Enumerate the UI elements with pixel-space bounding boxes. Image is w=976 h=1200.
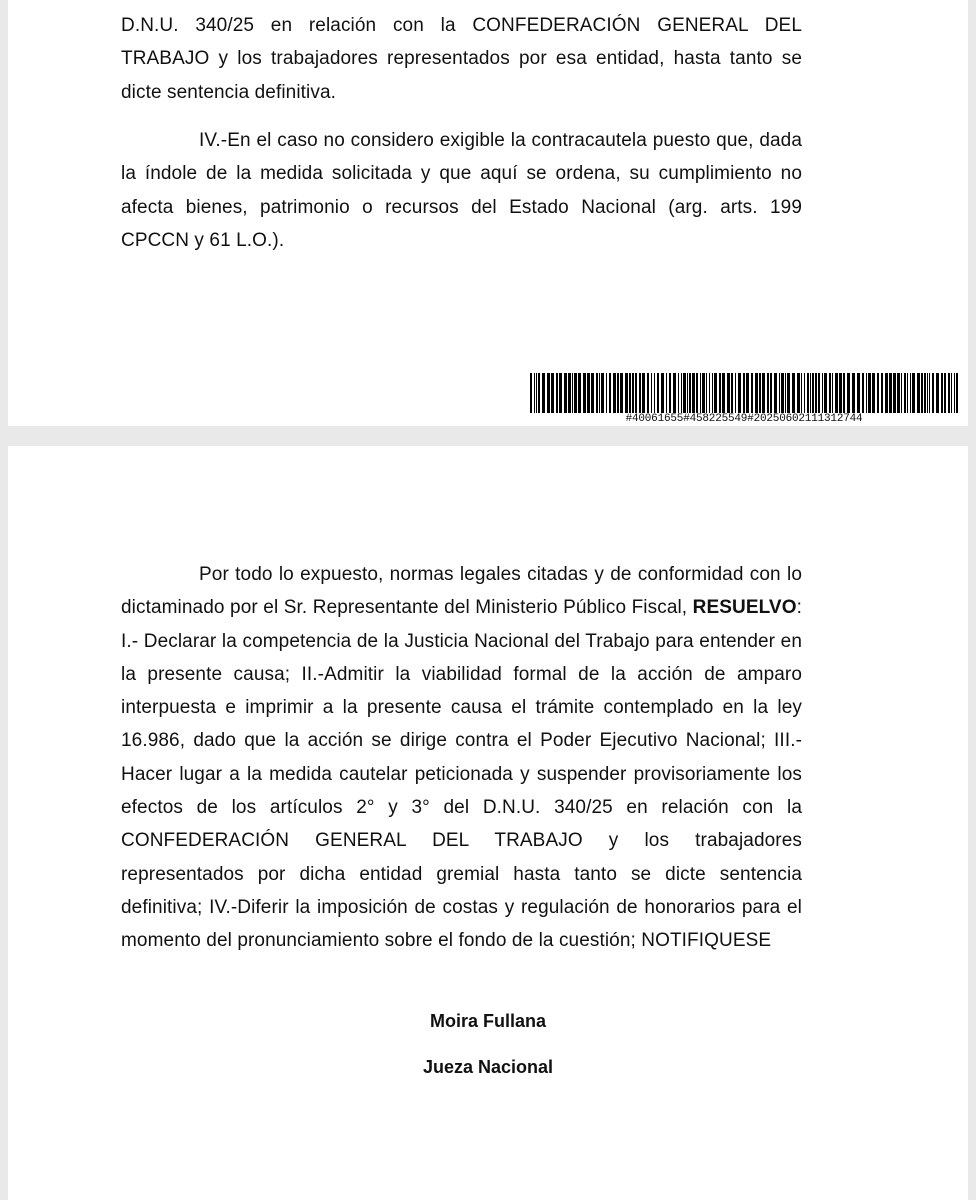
barcode-bar [843,373,845,413]
barcode-bar [635,373,637,413]
barcode-bar [897,373,900,413]
paragraph-resolution [121,558,802,958]
barcode-bar [599,373,600,413]
barcode-bar [801,373,802,413]
barcode-bar [687,373,688,413]
barcode-bar [574,373,577,413]
barcode-bar [743,373,745,413]
barcode-bar [755,373,758,413]
cropped-text-line [121,0,802,2]
paragraph-continuation [121,9,802,109]
document-page-top [8,0,968,426]
barcode-bar [702,373,705,413]
barcode-bar [632,373,634,413]
barcode-bar [781,373,784,413]
barcode-bar [797,373,800,413]
barcode-bar [689,373,691,413]
barcode-bar [770,373,772,413]
barcode-bar [917,373,920,413]
barcode-bar [746,373,749,413]
barcode-bar [824,373,827,413]
barcode-number: #40061655#458225549#20250602111312744 [625,413,863,425]
barcode-bar [601,373,604,413]
barcode-bar [678,373,679,413]
barcode-bar [889,373,892,413]
barcode-bar [651,373,652,413]
barcode-bar [722,373,725,413]
barcode-bar [572,373,573,413]
barcode-bar [613,373,616,413]
barcode-bar [629,373,631,413]
barcode-bar [657,373,659,413]
barcode-bar [564,373,567,413]
barcode-bar [881,373,883,413]
signature-name: Moira Fullana [429,1011,546,1031]
barcode-bar [812,373,814,413]
barcode-bar [785,373,786,413]
barcode-bar [731,373,733,413]
document-page-bottom [8,446,968,1200]
barcode-bar [714,373,717,413]
barcode-bar [609,373,611,413]
barcode-bar [666,373,667,413]
barcode-bar [587,373,590,413]
paragraph-line: D.N.U. 340/25 en relación con la CONFEDERACIÓN GENERAL DEL [121,15,802,36]
barcode-bar [936,373,939,413]
barcode-bar [542,373,545,413]
resolution-body: : I.- Declarar la competencia de la Justicia Nacional del Trabajo para entender en la presente causa; II.-Admitir la viabilidad formal de la acción de amparo interpuesta e imprimir a la presente causa el trámite contemplado en la ley 16.986, dado que la acción se dirige contra el Poder Ejecutivo Nacional; III.-Hacer lugar a la medida cautelar peticionada y suspender provisoriamente los efectos de los artículos 2° y 3° del D.N.U. 340/25 en relación con la CONFEDERACIÓN GENERAL DEL TRABAJO y los trabajadores representados por dicha entidad gremial hasta tanto se dicte sentencia definitiva; IV.-Diferir la imposición de costas y regulación de honorarios para el momento del pronunciamiento sobre el fondo de la cuestión; NOTIFIQUESE [121,597,802,952]
barcode [528,373,960,413]
barcode-bar [893,373,896,413]
resolution-keyword: RESUELVO [692,597,797,619]
barcode-bar [642,373,645,413]
barcode-bar [661,373,664,413]
barcode-bar [829,373,831,413]
barcode-bar [751,373,753,413]
barcode-bar [719,373,721,413]
barcode-bar [700,373,701,413]
barcode-bar [822,373,823,413]
paragraph-line: dicte sentencia definitiva. [121,81,336,103]
barcode-bar [738,373,741,413]
barcode-bar [578,373,581,413]
barcode-bar [948,373,950,413]
barcode-bar [857,373,860,413]
resolution-intro: Por todo lo expuesto, normas legales citadas y de conformidad con lo dictaminado por el Sr. Representante del Ministerio Público Fiscal, [121,564,802,619]
barcode-bar [706,373,707,413]
barcode-bar [907,373,908,413]
barcode-bar [617,373,619,413]
barcode-bar [673,373,676,413]
barcode-bar [815,373,817,413]
barcode-bar [839,373,842,413]
barcode-bar [818,373,820,413]
barcode-bar [792,373,795,413]
barcode-bar [787,373,790,413]
barcode-bar [647,373,649,413]
barcode-bar [951,373,952,413]
barcode-bar [606,373,607,413]
barcode-bar [759,373,761,413]
barcode-bar [944,373,946,413]
barcode-bar [852,373,855,413]
barcode-bar [530,373,532,413]
barcode-bar [712,373,713,413]
barcode-bar [804,373,805,413]
barcode-bar [735,373,736,413]
barcode-bar [696,373,698,413]
barcode-bar [654,373,655,413]
barcode-bar [912,373,915,413]
barcode-bar [547,373,550,413]
barcode-bar [807,373,809,413]
barcode-bar [556,373,558,413]
barcode-bar [568,373,571,413]
barcode-bar [534,373,535,413]
barcode-bar [810,373,811,413]
barcode-bar [536,373,537,413]
barcode-bar [762,373,765,413]
barcode-bar [727,373,730,413]
barcode-bar [835,373,838,413]
barcode-bar [904,373,906,413]
barcode-bar [583,373,586,413]
barcode-bar [868,373,871,413]
barcode-bar [683,373,686,413]
barcode-bar [639,373,641,413]
barcode-bar [877,373,879,413]
barcode-bar [954,373,955,413]
barcode-bar [538,373,540,413]
barcode-bar [866,373,867,413]
barcode-bar [862,373,864,413]
barcode-bar [625,373,628,413]
barcode-bar [847,373,850,413]
barcode-bar [932,373,934,413]
barcode-bar [767,373,769,413]
barcode-bar [709,373,710,413]
barcode-bar [924,373,926,413]
barcode-bar [681,373,682,413]
paragraph-countersecurity: IV.-En el caso no considero exigible la contracautela puesto que, dada la índole de la medida solicitada y que aquí se ordena, su cumplimiento no afecta bienes, patrimonio o recursos del Estado Nacional (arg. arts. 199 CPCCN y 61 L.O.). [121,130,802,251]
barcode-bar [872,373,875,413]
barcode-bar [885,373,888,413]
barcode-bar [941,373,943,413]
barcode-bar [692,373,695,413]
barcode-bar [620,373,623,413]
barcode-bar [921,373,923,413]
signature-title: Jueza Nacional [422,1057,554,1077]
barcode-bar [596,373,598,413]
barcode-bar [551,373,554,413]
barcode-bar [559,373,562,413]
barcode-bar [927,373,928,413]
barcode-bar [901,373,902,413]
barcode-bar [669,373,671,413]
barcode-bar [929,373,930,413]
barcode-bar [779,373,780,413]
barcode-bar [832,373,833,413]
barcode-bar [774,373,777,413]
barcode-bar [910,373,911,413]
paragraph-line: TRABAJO y los trabajadores representados por esa entidad, hasta tanto se [121,48,802,70]
barcode-bar [956,373,958,413]
barcode-bar [591,373,594,413]
